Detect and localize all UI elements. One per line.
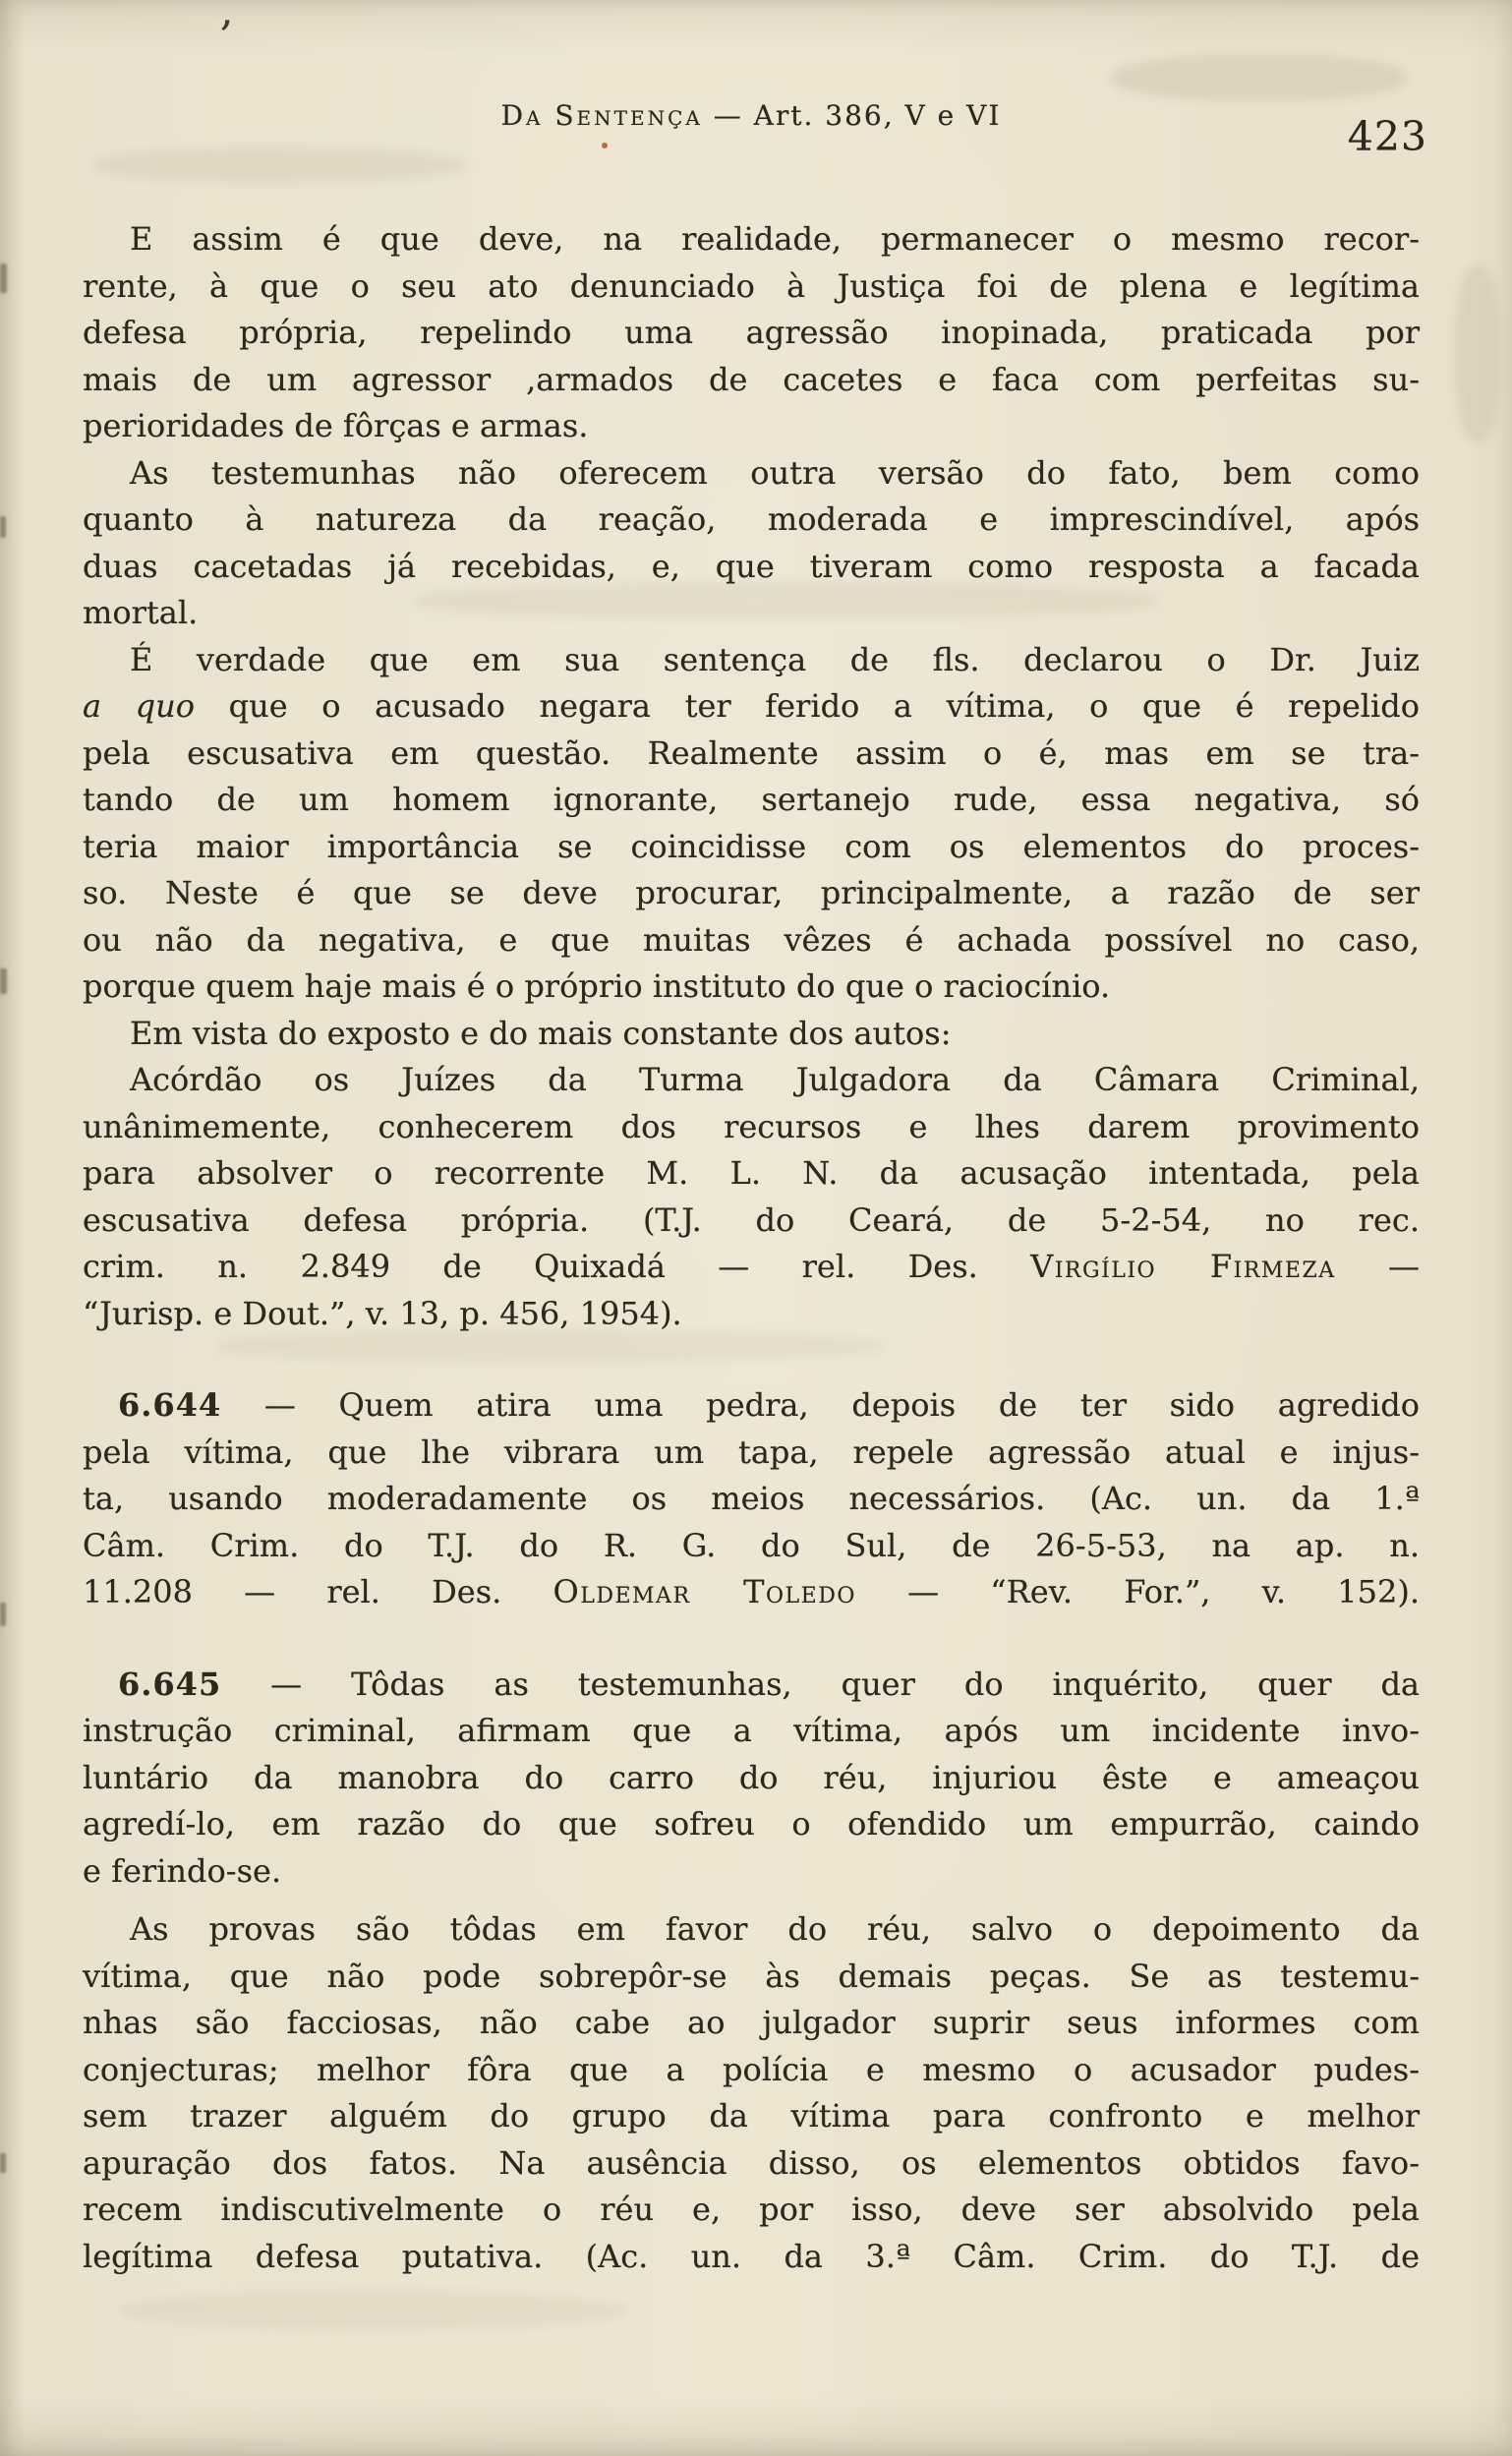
text-segment-normal: Câm. Crim. do T.J. do R. G. do Sul, de 26-5-53, na ap. n. — [83, 1526, 1420, 1564]
text-segment-italic: a quo — [83, 687, 196, 725]
paragraph-em-vista — [83, 1011, 1420, 1058]
paragraph-provas — [83, 1906, 1420, 2280]
text-segment-smallcaps: Virgílio Firmeza — [1030, 1248, 1336, 1285]
text-segment-normal: quanto à natureza da reação, moderada e imprescindível, após — [83, 500, 1420, 538]
text-segment-normal: ou não da negativa, e que muitas vêzes é achada possível no caso, — [83, 920, 1420, 959]
text-segment-normal: duas cacetadas já recebidas, e, que tiveram como resposta a facada — [83, 547, 1420, 585]
text-line — [83, 683, 1420, 731]
text-segment-normal: apuração dos fatos. Na ausência disso, os elementos obtidos favo- — [83, 2143, 1420, 2182]
text-line — [83, 1755, 1420, 1802]
text-line — [83, 2234, 1420, 2281]
text-segment-normal: pela escusativa em questão. Realmente assim o é, mas em se tra- — [83, 733, 1420, 772]
text-segment-normal: e ferindo-se. — [83, 1851, 282, 1890]
show-through-smudge — [118, 2291, 629, 2330]
scan-edge-speck — [0, 1603, 6, 1626]
text-line — [83, 870, 1420, 917]
text-segment-normal: 11.208 — rel. Des. — [83, 1573, 553, 1610]
text-line — [83, 1954, 1420, 2001]
text-line — [83, 2140, 1420, 2188]
text-segment-bold: 6.645 — [118, 1665, 222, 1703]
text-segment-normal: luntário da manobra do carro do réu, injuriou êste e ameaçou — [83, 1758, 1420, 1796]
text-line — [83, 777, 1420, 824]
show-through-smudge — [1111, 54, 1406, 101]
scan-edge-speck — [0, 2153, 6, 2173]
text-segment-normal: porque quem haje mais é o próprio instituto do que o raciocínio. — [83, 967, 1111, 1005]
paragraph-acordao — [83, 1057, 1420, 1337]
text-segment-normal: “Jurisp. e Dout.”, v. 13, p. 456, 1954). — [83, 1294, 682, 1332]
text-segment-normal: vítima, que não pode sobrepôr-se às demais peças. Se as testemu- — [83, 1957, 1420, 1995]
text-line — [83, 1150, 1420, 1198]
running-title-chapter: Da Sentença — [500, 99, 703, 132]
text-segment-normal: unânimemente, conhecerem dos recursos e lhes darem provimento — [83, 1107, 1420, 1145]
text-line — [83, 450, 1420, 497]
running-title — [83, 99, 1420, 132]
scan-edge-speck — [0, 516, 6, 538]
text-segment-normal: recem indiscutivelmente o réu e, por isso, deve ser absolvido pela — [83, 2191, 1420, 2228]
text-segment-normal: As testemunhas não oferecem outra versão do fato, bem como — [130, 453, 1420, 492]
text-line — [83, 917, 1420, 965]
text-segment-normal: Em vista do exposto e do mais constante dos autos: — [130, 1014, 952, 1052]
text-line — [83, 1198, 1420, 1245]
text-line — [83, 1906, 1420, 1954]
text-line — [83, 1476, 1420, 1523]
text-segment-normal: mais de um agressor ,armados de cacetes e faca com perfeitas su- — [83, 360, 1420, 398]
page-header — [83, 99, 1427, 168]
text-line — [83, 1708, 1420, 1755]
text-segment-normal: tando de um homem ignorante, sertanejo rude, essa negativa, só — [83, 781, 1420, 818]
scan-edge-speck — [0, 968, 7, 994]
body-text — [83, 216, 1420, 2280]
text-segment-normal: agredí-lo, em razão do que sofreu o ofendido um empurrão, caindo — [83, 1805, 1420, 1842]
text-line — [83, 590, 1420, 637]
text-line — [83, 1523, 1420, 1570]
paragraph-testemunhas — [83, 450, 1420, 637]
text-segment-normal: — — [1335, 1248, 1420, 1285]
text-segment-normal: E assim é que deve, na realidade, permanecer o mesmo recor- — [130, 220, 1420, 258]
text-segment-normal: mortal. — [83, 594, 199, 631]
text-line — [83, 964, 1420, 1011]
text-segment-normal: — Quem atira uma pedra, depois de ter sido agredido — [221, 1386, 1420, 1424]
text-segment-normal: so. Neste é que se deve procurar, principalmente, a razão de ser — [83, 874, 1420, 911]
text-line — [83, 2093, 1420, 2140]
entry-6645 — [83, 1662, 1420, 1896]
entry-6644 — [83, 1382, 1420, 1616]
text-segment-normal: pela vítima, que lhe vibrara um tapa, repele agressão atual e injus- — [83, 1433, 1420, 1471]
text-segment-smallcaps: Oldemar Toledo — [552, 1573, 856, 1610]
text-line — [83, 731, 1420, 778]
text-segment-normal: defesa própria, repelindo uma agressão inopinada, praticada por — [83, 314, 1420, 351]
scan-artifact-comma: , — [220, 0, 234, 34]
text-line — [83, 544, 1420, 591]
text-segment-normal: nhas são facciosas, não cabe ao julgador suprir seus informes com — [83, 2004, 1420, 2041]
paragraph-juiz-a-quo — [83, 637, 1420, 1011]
running-title-article: — Art. 386, V e VI — [702, 99, 1002, 132]
text-line — [83, 637, 1420, 684]
text-line — [83, 1244, 1420, 1291]
text-segment-normal: escusativa defesa própria. (T.J. do Ceará, de 5-2-54, no rec. — [83, 1200, 1420, 1239]
show-through-smudge — [1455, 265, 1500, 442]
text-segment-normal: para absolver o recorrente M. L. N. da acusação intentada, pela — [83, 1154, 1420, 1192]
text-segment-normal: sem trazer alguém do grupo da vítima para confronto e melhor — [83, 2097, 1420, 2134]
text-segment-normal: crim. n. 2.849 de Quixadá — rel. Des. — [83, 1248, 1031, 1285]
text-segment-normal: É verdade que em sua sentença de fls. declarou o Dr. Juiz — [130, 640, 1420, 678]
text-line — [83, 1662, 1420, 1709]
text-line — [83, 497, 1420, 544]
text-line — [83, 310, 1420, 357]
text-segment-normal: As provas são tôdas em favor do réu, salvo o depoimento da — [130, 1910, 1420, 1948]
page-number: 423 — [1347, 113, 1427, 160]
text-line — [83, 824, 1420, 871]
paragraph-intro — [83, 216, 1420, 450]
text-line — [83, 216, 1420, 263]
text-segment-normal: teria maior importância se coincidisse com os elementos do proces- — [83, 827, 1420, 865]
text-line — [83, 1801, 1420, 1848]
text-segment-normal: conjecturas; melhor fôra que a polícia e mesmo o acusador pudes- — [83, 2050, 1420, 2088]
scan-edge-speck — [0, 263, 7, 293]
text-segment-normal: rente, à que o seu ato denunciado à Justiça foi de plena e legítima — [83, 266, 1420, 305]
text-segment-normal: — Tôdas as testemunhas, quer do inquérito, quer da — [221, 1665, 1420, 1703]
text-segment-normal: — “Rev. For.”, v. 152). — [855, 1573, 1420, 1610]
text-segment-bold: 6.644 — [118, 1386, 222, 1424]
text-line — [83, 2047, 1420, 2094]
text-segment-normal: perioridades de fôrças e armas. — [83, 407, 589, 444]
text-line — [83, 1057, 1420, 1104]
text-segment-normal: ta, usando moderadamente os meios necessários. (Ac. un. da 1.ª — [83, 1480, 1420, 1517]
text-line — [83, 1848, 1420, 1896]
text-line — [83, 357, 1420, 404]
text-line — [83, 1569, 1420, 1616]
text-segment-normal: Acórdão os Juízes da Turma Julgadora da Câmara Criminal, — [130, 1061, 1420, 1098]
text-line — [83, 1291, 1420, 1338]
text-line — [83, 1011, 1420, 1058]
text-segment-normal: legítima defesa putativa. (Ac. un. da 3.ª Câm. Crim. do T.J. de — [83, 2237, 1420, 2275]
text-segment-normal: instrução criminal, afirmam que a vítima, após um incidente invo- — [83, 1712, 1420, 1749]
text-line — [83, 2000, 1420, 2047]
text-segment-normal: que o acusado negara ter ferido a vítima, o que é repelido — [195, 687, 1421, 725]
text-line — [83, 263, 1420, 311]
text-line — [83, 403, 1420, 450]
text-line — [83, 1104, 1420, 1151]
text-line — [83, 2187, 1420, 2234]
text-line — [83, 1382, 1420, 1430]
text-line — [83, 1430, 1420, 1477]
